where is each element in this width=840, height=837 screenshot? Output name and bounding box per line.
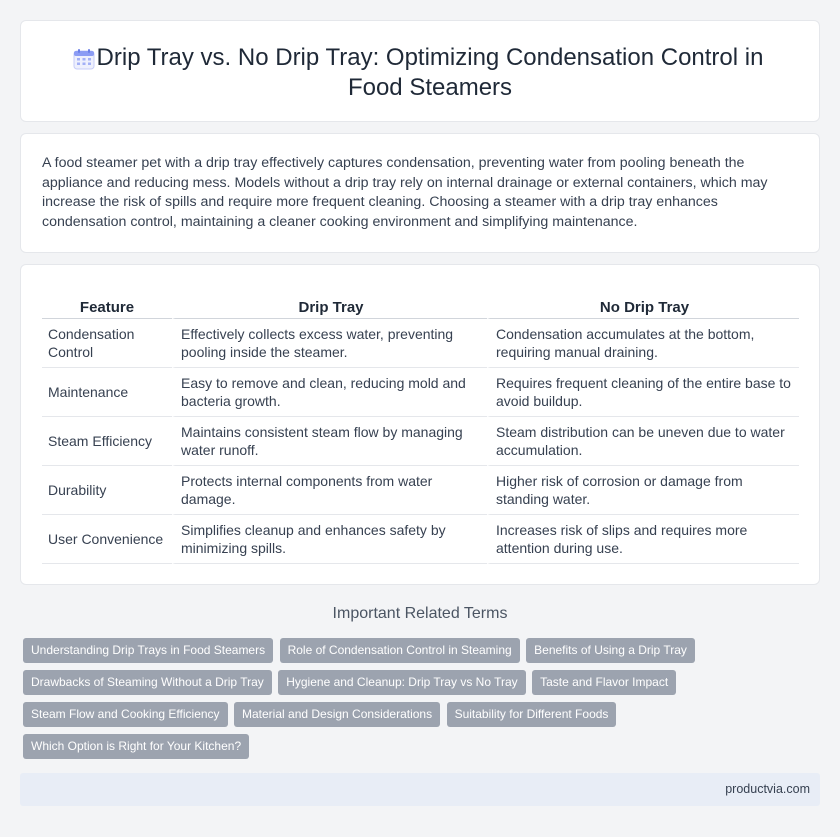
comparison-card: [20, 264, 820, 585]
table-header-row: [42, 295, 799, 319]
table-row: [42, 368, 799, 417]
related-term-tag[interactable]: Steam Flow and Cooking Efficiency: [23, 702, 228, 727]
no-drip-tray-cell: Steam distribution can be uneven due to water accumulation.: [487, 417, 799, 466]
intro-card: [20, 133, 820, 253]
comparison-table: [42, 295, 799, 564]
related-term-tag[interactable]: Taste and Flavor Impact: [532, 670, 676, 695]
related-term-tag[interactable]: Material and Design Considerations: [234, 702, 440, 727]
footer: [20, 773, 820, 806]
header-drip-tray: Drip Tray: [172, 295, 487, 319]
table-row: [42, 319, 799, 368]
related-term-tag[interactable]: Benefits of Using a Drip Tray: [526, 638, 695, 663]
related-term-tag[interactable]: Suitability for Different Foods: [447, 702, 617, 727]
feature-cell: Steam Efficiency: [42, 417, 172, 466]
feature-cell: Condensation Control: [42, 319, 172, 368]
drip-tray-cell: Easy to remove and clean, reducing mold and bacteria growth.: [172, 368, 487, 417]
related-term-tag[interactable]: Understanding Drip Trays in Food Steamers: [23, 638, 273, 663]
no-drip-tray-cell: Requires frequent cleaning of the entire base to avoid buildup.: [487, 368, 799, 417]
tag-row: [23, 638, 697, 663]
feature-cell: Durability: [42, 466, 172, 515]
table-row: [42, 515, 799, 564]
tag-row: [23, 670, 678, 695]
intro-paragraph: A food steamer pet with a drip tray effectively captures condensation, preventing water from pooling beneath the appliance and reducing mess. Models without a drip tray rely on internal drainage or external containers, which may increase the risk of spills and require more frequent cleaning. Choosing a steamer with a drip tray enhances condensation control, maintaining a cleaner cooking environment and simplifying maintenance.: [42, 155, 768, 230]
table-row: [42, 466, 799, 515]
drip-tray-cell: Effectively collects excess water, preventing pooling inside the steamer.: [172, 319, 487, 368]
no-drip-tray-cell: Higher risk of corrosion or damage from standing water.: [487, 466, 799, 515]
table-row: [42, 417, 799, 466]
drip-tray-cell: Simplifies cleanup and enhances safety by minimizing spills.: [172, 515, 487, 564]
related-terms-heading: Important Related Terms: [332, 605, 508, 622]
no-drip-tray-cell: Increases risk of slips and requires more attention during use.: [487, 515, 799, 564]
title-card: [20, 20, 820, 122]
drip-tray-cell: Maintains consistent steam flow by managing water runoff.: [172, 417, 487, 466]
feature-cell: Maintenance: [42, 368, 172, 417]
tag-row: [23, 702, 618, 727]
page-title: Drip Tray vs. No Drip Tray: Optimizing Condensation Control in Food Steamers: [96, 44, 764, 101]
no-drip-tray-cell: Condensation accumulates at the bottom, requiring manual draining.: [487, 319, 799, 368]
drip-tray-cell: Protects internal components from water damage.: [172, 466, 487, 515]
footer-site-link[interactable]: productvia.com: [725, 782, 810, 796]
feature-cell: User Convenience: [42, 515, 172, 564]
related-term-tag[interactable]: Hygiene and Cleanup: Drip Tray vs No Tray: [278, 670, 525, 695]
tag-row: [23, 734, 251, 759]
header-no-drip-tray: No Drip Tray: [487, 295, 799, 319]
related-term-tag[interactable]: Drawbacks of Steaming Without a Drip Tray: [23, 670, 272, 695]
related-term-tag[interactable]: Role of Condensation Control in Steaming: [280, 638, 520, 663]
related-term-tag[interactable]: Which Option is Right for Your Kitchen?: [23, 734, 249, 759]
header-feature: Feature: [42, 295, 172, 319]
